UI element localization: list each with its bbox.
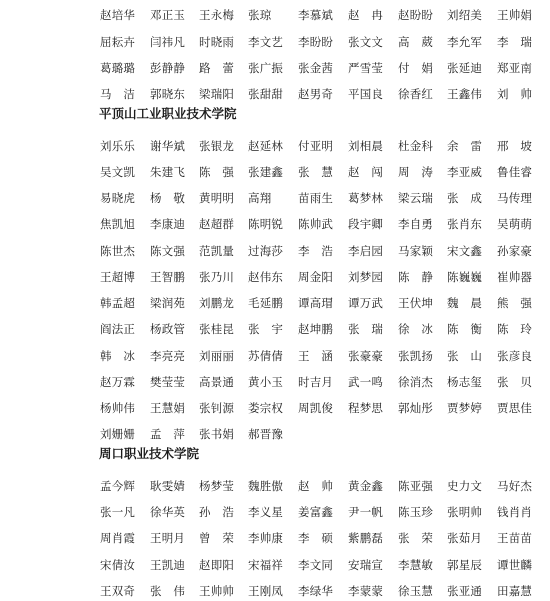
person-name: 闫祎凡 [150,35,186,49]
person-name: 李慕斌 [298,8,334,22]
person-name: 孟 萍 [150,427,186,441]
person-name: 钱肖肖 [497,505,533,519]
person-name: 刘丽丽 [199,349,235,363]
person-name: 张桂昆 [199,322,235,336]
person-name: 孙家豪 [497,244,533,258]
person-name: 张茹月 [447,531,483,545]
person-name: 郭灿彤 [398,401,434,415]
person-name: 杨帅伟 [100,401,136,415]
person-name: 王伏坤 [398,296,434,310]
person-name: 张金茜 [298,61,334,75]
person-name: 韩孟超 [100,296,136,310]
name-row [0,502,533,522]
person-name: 安瑞宣 [348,558,384,572]
person-name: 刘鹏龙 [199,296,235,310]
person-name: 李蒙蒙 [348,584,384,598]
person-name: 李启园 [348,244,384,258]
person-name: 王慧娟 [150,401,186,415]
person-name: 李文同 [298,558,334,572]
name-row [0,398,533,418]
person-name: 李帅康 [248,531,284,545]
person-name: 毛延鹏 [248,296,284,310]
person-name: 杨政管 [150,322,186,336]
person-name: 赵坤鹏 [298,322,334,336]
person-name: 高翔 [248,191,272,205]
person-name: 贾梦婷 [447,401,483,415]
person-name: 郑亚南 [497,61,533,75]
person-name: 王 涵 [298,349,334,363]
person-name: 韩 冰 [100,349,136,363]
person-name: 黄小玉 [248,375,284,389]
person-name: 朱建飞 [150,165,186,179]
person-name: 马传理 [497,191,533,205]
person-name: 马好杰 [497,479,533,493]
person-name: 苗雨生 [298,191,334,205]
name-row [0,581,533,601]
person-name: 焦凯旭 [100,217,136,231]
person-name: 张亚通 [447,584,483,598]
person-name: 张彦良 [497,349,533,363]
person-name: 熊 强 [497,296,533,310]
person-name: 吴文凯 [100,165,136,179]
name-row [0,214,533,234]
person-name: 陈帅武 [298,217,334,231]
person-name: 尹一帆 [348,505,384,519]
name-row [0,136,533,156]
person-name: 陈世杰 [100,244,136,258]
person-name: 段宇卿 [348,217,384,231]
person-name: 徐消杰 [398,375,434,389]
person-name: 时吉月 [298,375,334,389]
person-name: 余 雷 [447,139,483,153]
name-row [0,5,533,25]
person-name: 邓正玉 [150,8,186,22]
person-name: 梁云瑞 [398,191,434,205]
person-name: 赵培华 [100,8,136,22]
name-row [0,58,533,78]
person-name: 梁润苑 [150,296,186,310]
person-name: 时晓雨 [199,35,235,49]
person-name: 张 瑞 [348,322,384,336]
person-name: 谭世麟 [497,558,533,572]
person-name: 张明帅 [447,505,483,519]
person-name: 张豪豪 [348,349,384,363]
person-name: 周 涛 [398,165,434,179]
person-name: 路 蕾 [199,61,235,75]
person-name: 李 瑞 [497,35,533,49]
person-name: 赵男奇 [298,87,334,101]
person-name: 张广振 [248,61,284,75]
person-name: 张肖东 [447,217,483,231]
person-name: 吴萌萌 [497,217,533,231]
person-name: 屈耘卉 [100,35,136,49]
person-name: 李绿华 [298,584,334,598]
person-name: 王明月 [150,531,186,545]
person-name: 李义星 [248,505,284,519]
person-name: 赵 帅 [298,479,334,493]
person-name: 李康迪 [150,217,186,231]
school-heading: 周口职业技术学院 [99,446,200,461]
person-name: 李亮亮 [150,349,186,363]
person-name: 郝晋豫 [248,427,284,441]
person-name: 赵延林 [248,139,284,153]
person-name: 孙 浩 [199,505,235,519]
person-name: 刘乐乐 [100,139,136,153]
person-name: 刘梦园 [348,270,384,284]
person-name: 谭万武 [348,296,384,310]
person-name: 李亚威 [447,165,483,179]
person-name: 魏胜傲 [248,479,284,493]
person-name: 武一鸣 [348,375,384,389]
person-name: 张 成 [447,191,483,205]
person-name: 邢 坡 [497,139,533,153]
person-name: 李允军 [447,35,483,49]
person-name: 付亚明 [298,139,334,153]
person-name: 张延迪 [447,61,483,75]
person-name: 黄金鑫 [348,479,384,493]
person-name: 周凯俊 [298,401,334,415]
person-name: 杨梦莹 [199,479,235,493]
person-name: 李 浩 [298,244,334,258]
person-name: 田嘉慧 [497,584,533,598]
person-name: 付 娟 [398,61,434,75]
person-name: 葛璐璐 [100,61,136,75]
person-name: 魏 晨 [447,296,483,310]
person-name: 徐玉慧 [398,584,434,598]
school-heading: 平顶山工业职业技术学院 [99,106,237,121]
person-name: 赵万霖 [100,375,136,389]
person-name: 张 慧 [298,165,334,179]
person-name: 过海莎 [248,244,284,258]
person-name: 郭晓东 [150,87,186,101]
person-name: 阎法正 [100,322,136,336]
person-name: 李慧敏 [398,558,434,572]
person-name: 平国良 [348,87,384,101]
person-name: 张书娟 [199,427,235,441]
person-name: 鲁佳睿 [497,165,533,179]
person-name: 谢华斌 [150,139,186,153]
person-name: 赵盼盼 [398,8,434,22]
person-name: 马 洁 [100,87,136,101]
person-name: 赵 冉 [348,8,384,22]
person-name: 马家颖 [398,244,434,258]
name-row [0,162,533,182]
person-name: 陈 衡 [447,322,483,336]
person-name: 张甜甜 [248,87,284,101]
name-row [0,32,533,52]
person-name: 孟今辉 [100,479,136,493]
person-name: 徐华英 [150,505,186,519]
person-name: 彭静静 [150,61,186,75]
person-name: 徐 冰 [398,322,434,336]
person-name: 陈文强 [150,244,186,258]
person-name: 宋倩汝 [100,558,136,572]
person-name: 王超博 [100,270,136,284]
name-row [0,346,533,366]
name-row [0,424,450,444]
person-name: 赵伟东 [248,270,284,284]
person-name: 陈 玲 [497,322,533,336]
person-name: 陈 静 [398,270,434,284]
person-name: 易晓虎 [100,191,136,205]
person-name: 刘绍美 [447,8,483,22]
person-name: 葛梦林 [348,191,384,205]
person-name: 谭高瑁 [298,296,334,310]
person-name: 王苗苗 [497,531,533,545]
person-name: 张 山 [447,349,483,363]
person-name: 张琼 [248,8,272,22]
person-name: 曾 荣 [199,531,235,545]
person-name: 宋福祥 [248,558,284,572]
person-name: 陈 强 [199,165,235,179]
person-name: 张钊源 [199,401,235,415]
person-name: 娄宗权 [248,401,284,415]
person-name: 梁瑞阳 [199,87,235,101]
person-name: 张一凡 [100,505,136,519]
person-name: 李盼盼 [298,35,334,49]
name-row [0,293,533,313]
person-name: 徐香红 [398,87,434,101]
person-name: 李自勇 [398,217,434,231]
name-row [0,476,533,496]
person-name: 张建鑫 [248,165,284,179]
person-name: 赵超群 [199,217,235,231]
person-name: 刘相晨 [348,139,384,153]
person-name: 王鑫伟 [447,87,483,101]
person-name: 程梦思 [348,401,384,415]
name-row [0,528,533,548]
person-name: 李 硕 [298,531,334,545]
person-name: 刘姗姗 [100,427,136,441]
person-name: 张 宇 [248,322,284,336]
person-name: 严雪莹 [348,61,384,75]
person-name: 王刚凤 [248,584,284,598]
person-name: 姜富鑫 [298,505,334,519]
person-name: 周肖霞 [100,531,136,545]
name-row [0,267,533,287]
name-row [0,241,533,261]
person-name: 王帅帅 [199,584,235,598]
person-name: 李文艺 [248,35,284,49]
person-name: 高景通 [199,375,235,389]
person-name: 陈亚强 [398,479,434,493]
person-name: 张 贝 [497,375,533,389]
person-name: 王凯迪 [150,558,186,572]
person-name: 高 葳 [398,35,434,49]
person-name: 王智鹏 [150,270,186,284]
person-name: 范凯量 [199,244,235,258]
person-name: 陈巍巍 [447,270,483,284]
person-name: 耿雯婧 [150,479,186,493]
person-name: 张 荣 [398,531,434,545]
person-name: 崔帅器 [497,270,533,284]
person-name: 史力文 [447,479,483,493]
person-name: 黄明明 [199,191,235,205]
person-name: 陈明锐 [248,217,284,231]
person-name: 刘 帅 [497,87,533,101]
person-name: 王双奇 [100,584,136,598]
person-name: 张银龙 [199,139,235,153]
person-name: 樊莹莹 [150,375,186,389]
person-name: 陈玉珍 [398,505,434,519]
person-name: 宋文鑫 [447,244,483,258]
person-name: 张文文 [348,35,384,49]
name-row [0,84,533,104]
name-row [0,372,533,392]
person-name: 紫鹏磊 [348,531,384,545]
person-name: 赵即阳 [199,558,235,572]
person-name: 杜金科 [398,139,434,153]
person-name: 张凯扬 [398,349,434,363]
name-row [0,188,533,208]
person-name: 张乃川 [199,270,235,284]
person-name: 王帅娟 [497,8,533,22]
person-name: 贾思佳 [497,401,533,415]
person-name: 赵 闯 [348,165,384,179]
person-name: 周金阳 [298,270,334,284]
name-row [0,555,533,575]
person-name: 张 伟 [150,584,186,598]
person-name: 王永梅 [199,8,235,22]
name-row [0,319,533,339]
person-name: 杨志玺 [447,375,483,389]
person-name: 苏倩倩 [248,349,284,363]
person-name: 杨 敬 [150,191,186,205]
person-name: 郭星辰 [447,558,483,572]
